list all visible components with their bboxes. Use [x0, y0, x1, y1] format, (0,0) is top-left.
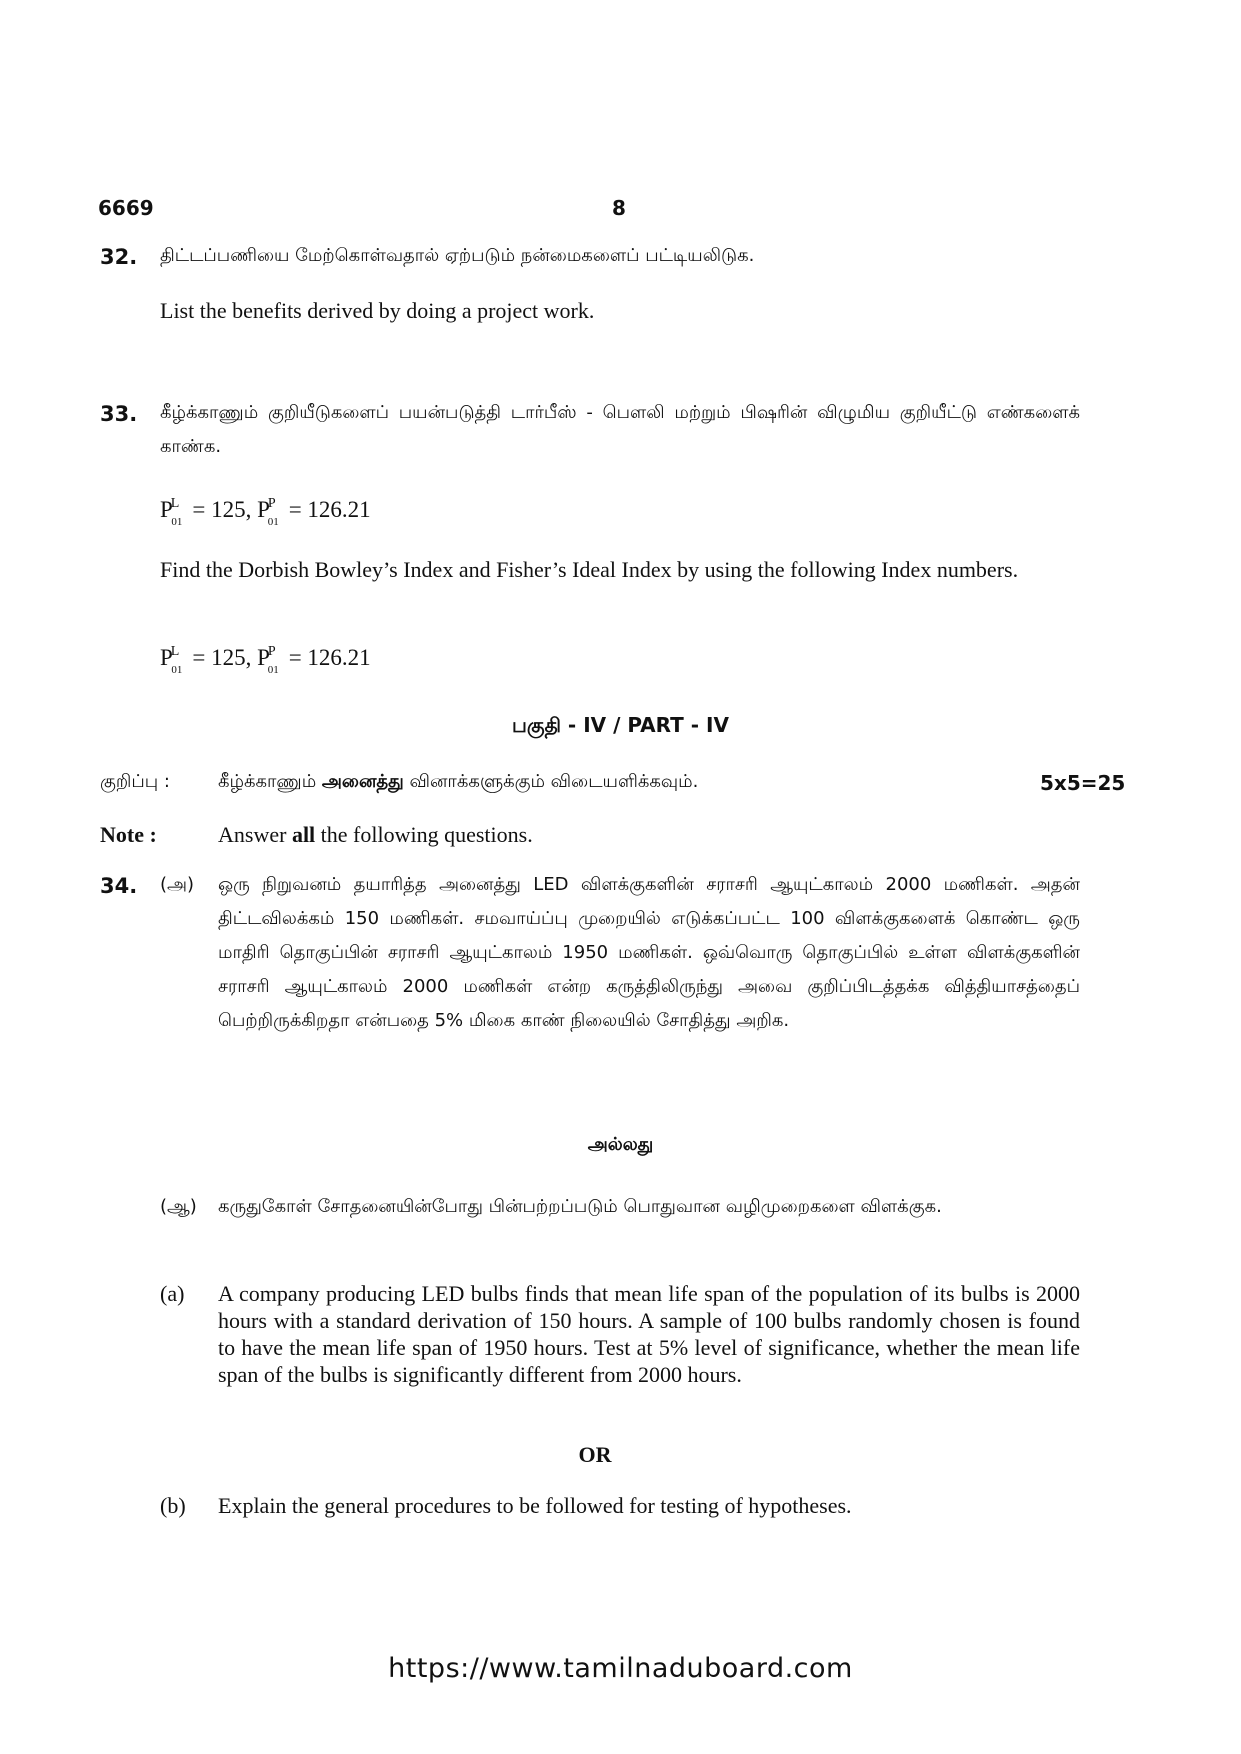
q32-tamil-text: திட்டப்பணியை மேற்கொள்வதால் ஏற்படும் நன்மைகளைப் பட்டியலிடுக. — [160, 245, 755, 266]
formula-sup-l: L — [170, 496, 180, 511]
part-heading: பகுதி - IV / PART - IV — [512, 713, 729, 737]
note-english-post: the following questions. — [320, 822, 533, 847]
paper-code: 6669 — [98, 196, 154, 220]
note-tamil-pre: கீழ்க்காணும் — [218, 771, 317, 792]
formula-sub: 01 — [171, 516, 183, 528]
formula-symbol: P — [160, 645, 173, 670]
q33-formula-english — [160, 644, 371, 676]
question-number-32: 32. — [100, 245, 138, 269]
q34-english-b-label: (b) — [160, 1493, 186, 1518]
formula-sup-p: P — [267, 644, 276, 659]
note-tamil-text — [218, 765, 1018, 799]
q34-english-a-label: (a) — [160, 1281, 185, 1306]
q34-tamil-b-label: (ஆ) — [160, 1196, 197, 1217]
q33-tamil-text: கீழ்க்காணும் குறியீடுகளைப் பயன்படுத்தி டார்பீஸ் - பௌலி மற்றும் பிஷரின் விழுமிய குறியீட்டு எண்களைக் காண்க. — [160, 402, 1080, 457]
formula-paasche-value: = 126.21 — [288, 645, 371, 670]
q32-english-text: List the benefits derived by doing a project work. — [160, 298, 595, 323]
footer-url: https://www.tamilnaduboard.com — [388, 1653, 853, 1684]
note-tamil-post: வினாக்களுக்கும் விடையளிக்கவும். — [409, 771, 699, 792]
formula-symbol: P — [160, 497, 173, 522]
question-number-34: 34. — [100, 874, 138, 898]
note-label-english: Note : — [100, 822, 157, 847]
q34-tamil-or: அல்லது — [587, 1134, 654, 1155]
q33-formula-tamil — [160, 496, 371, 528]
formula-sub: 01 — [171, 664, 183, 676]
marks-total: 5x5=25 — [1040, 771, 1126, 795]
formula-sub: 01 — [267, 516, 279, 528]
q34-tamil-b-text: கருதுகோள் சோதனையின்போது பின்பற்றப்படும் பொதுவான வழிமுறைகளை விளக்குக. — [218, 1196, 942, 1217]
q34-english-a-text: A company producing LED bulbs finds that mean life span of the population of its bulbs is 2000 hours with a standard derivation of 150 hours. A sample of 100 bulbs randomly chosen is found to have the mean life span of 1950 hours. Test at 5% level of significance, whether the mean life span of the bulbs is significantly different from 2000 hours. — [218, 1281, 1080, 1387]
note-english-pre: Answer — [218, 822, 287, 847]
note-english-bold: all — [291, 822, 316, 847]
q34-tamil-a-label: (அ) — [160, 874, 195, 895]
formula-paasche-value: = 126.21 — [288, 497, 371, 522]
note-label-tamil: குறிப்பு : — [100, 771, 170, 792]
formula-sub: 01 — [267, 664, 279, 676]
formula-sup-p: P — [267, 496, 276, 511]
formula-symbol: P — [257, 645, 270, 670]
q34-tamil-a-text: ஒரு நிறுவனம் தயாரித்த அனைத்து LED விளக்குகளின் சராசரி ஆயுட்காலம் 2000 மணிகள். அதன் திட்டவிலக்கம் 150 மணிகள். சமவாய்ப்பு முறையில் எடுக்கப்பட்ட 100 விளக்குகளைக் கொண்ட ஒரு மாதிரி தொகுப்பின் சராசரி ஆயுட்காலம் 1950 மணிகள். ஒவ்வொரு தொகுப்பில் உள்ள விளக்குகளின் சராசரி ஆயுட்காலம் 2000 மணிகள் என்ற கருத்திலிருந்து அவை குறிப்பிடத்தக்க வித்தியாசத்தைப் பெற்றிருக்கிறதா என்பதை 5% மிகை காண் நிலையில் சோதித்து அறிக. — [218, 874, 1080, 1031]
q34-english-or: OR — [578, 1442, 612, 1467]
note-tamil-bold: அனைத்து — [321, 771, 404, 792]
formula-symbol: P — [257, 497, 270, 522]
formula-sup-l: L — [170, 644, 180, 659]
page-number: 8 — [612, 196, 626, 220]
note-english-text — [218, 821, 533, 848]
q33-english-text: Find the Dorbish Bowley’s Index and Fisher’s Ideal Index by using the following Index numbers. — [160, 557, 1019, 582]
question-number-33: 33. — [100, 402, 138, 426]
formula-laspeyres-value: = 125, — [192, 497, 252, 522]
formula-laspeyres-value: = 125, — [192, 645, 252, 670]
q34-english-b-text: Explain the general procedures to be followed for testing of hypotheses. — [218, 1493, 852, 1518]
